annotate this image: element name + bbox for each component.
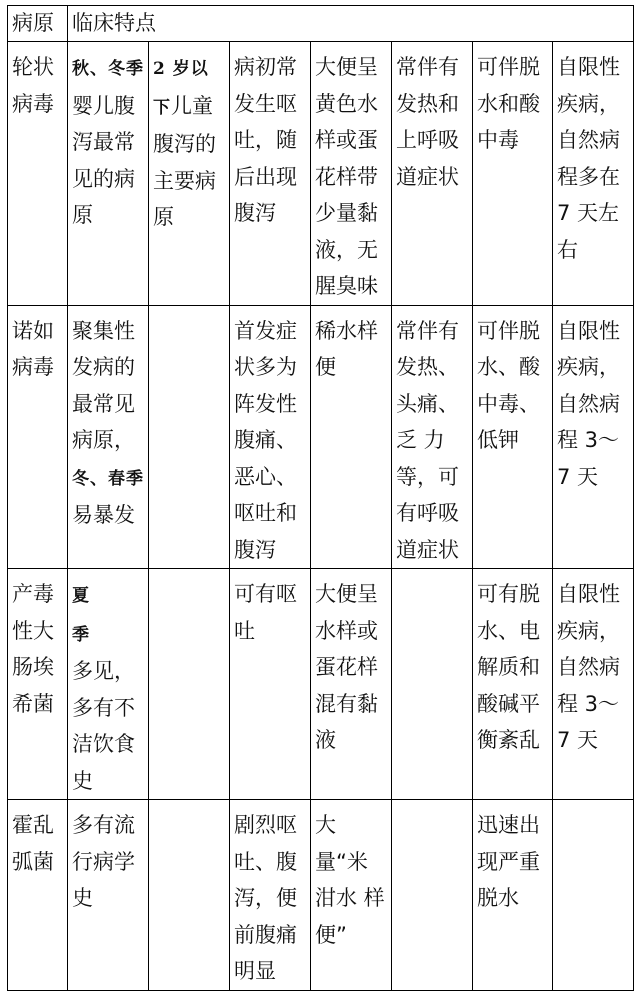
- age-cell: [149, 305, 230, 569]
- header-pathogen: 病原: [8, 6, 68, 42]
- stool-cell: 稀水样便: [311, 305, 392, 569]
- age-emphasis: 2 岁以下: [153, 59, 209, 118]
- epidemiology-text: 聚集性发病的最常见病原，: [72, 318, 135, 452]
- vomiting-cell: 剧烈呕吐、腹泻，便前腹痛明显: [230, 800, 311, 991]
- header-clinical-features: 临床特点: [68, 6, 634, 42]
- course-cell: [553, 800, 634, 991]
- age-cell: [149, 42, 230, 306]
- season-emphasis: 夏 季: [72, 586, 103, 645]
- table-row: [8, 42, 634, 306]
- course-cell: 自限性疾病，自然病程 3～7 天: [553, 305, 634, 569]
- age-cell: [149, 569, 230, 800]
- complications-cell: 可伴脱水、酸中毒、低钾: [473, 305, 553, 569]
- vomiting-cell: 可有呕吐: [230, 569, 311, 800]
- stool-cell: 大便呈黄色水样或蛋花样带少量黏液，无腥臭味: [311, 42, 392, 306]
- course-cell: 自限性疾病，自然病程 3～7 天: [553, 569, 634, 800]
- pathogen-cell: 轮状病毒: [8, 42, 68, 306]
- course-cell: 自限性疾病，自然病程多在 7 天左右: [553, 42, 634, 306]
- epidemiology-cell: 多有流行病学史: [68, 800, 149, 991]
- stool-cell: 大 量“米泔水 样便”: [311, 800, 392, 991]
- vomiting-cell: 病初常发生呕吐，随后出现腹泻: [230, 42, 311, 306]
- age-cell: [149, 800, 230, 991]
- epidemiology-cell: [68, 42, 149, 306]
- symptoms-cell: 常伴有发热和上呼吸道症状: [392, 42, 473, 306]
- season-emphasis: 冬、春季: [72, 468, 144, 489]
- vomiting-cell: 首发症状多为阵发性腹痛、恶心、呕吐和腹泻: [230, 305, 311, 569]
- symptoms-cell: 常伴有发热、头痛、乏 力等，可有呼吸道症状: [392, 305, 473, 569]
- symptoms-cell: [392, 569, 473, 800]
- season-emphasis: 秋、冬季: [72, 59, 144, 79]
- pathogen-clinical-table: [7, 5, 634, 991]
- epidemiology-cell: [68, 569, 149, 800]
- epidemiology-cell: [68, 305, 149, 569]
- pathogen-cell: 产毒性大肠埃希菌: [8, 569, 68, 800]
- epidemiology-text-rest: 易暴发: [72, 503, 135, 527]
- table-row: [8, 305, 634, 569]
- pathogen-cell: 诺如病毒: [8, 305, 68, 569]
- age-text: 儿童腹泻的主要病原: [153, 93, 216, 229]
- pathogen-cell: 霍乱弧菌: [8, 800, 68, 991]
- complications-cell: 可有脱水、电解质和酸碱平衡紊乱: [473, 569, 553, 800]
- table-row: [8, 800, 634, 991]
- complications-cell: 可伴脱水和酸中毒: [473, 42, 553, 306]
- table-row: [8, 569, 634, 800]
- table-header-row: [8, 6, 634, 42]
- symptoms-cell: [392, 800, 473, 991]
- epidemiology-text: 婴儿腹泻最常见的病原: [72, 93, 135, 227]
- epidemiology-text: 多见，多有不洁饮食史: [72, 659, 135, 793]
- stool-cell: 大便呈水样或蛋花样混有黏液: [311, 569, 392, 800]
- complications-cell: 迅速出现严重脱水: [473, 800, 553, 991]
